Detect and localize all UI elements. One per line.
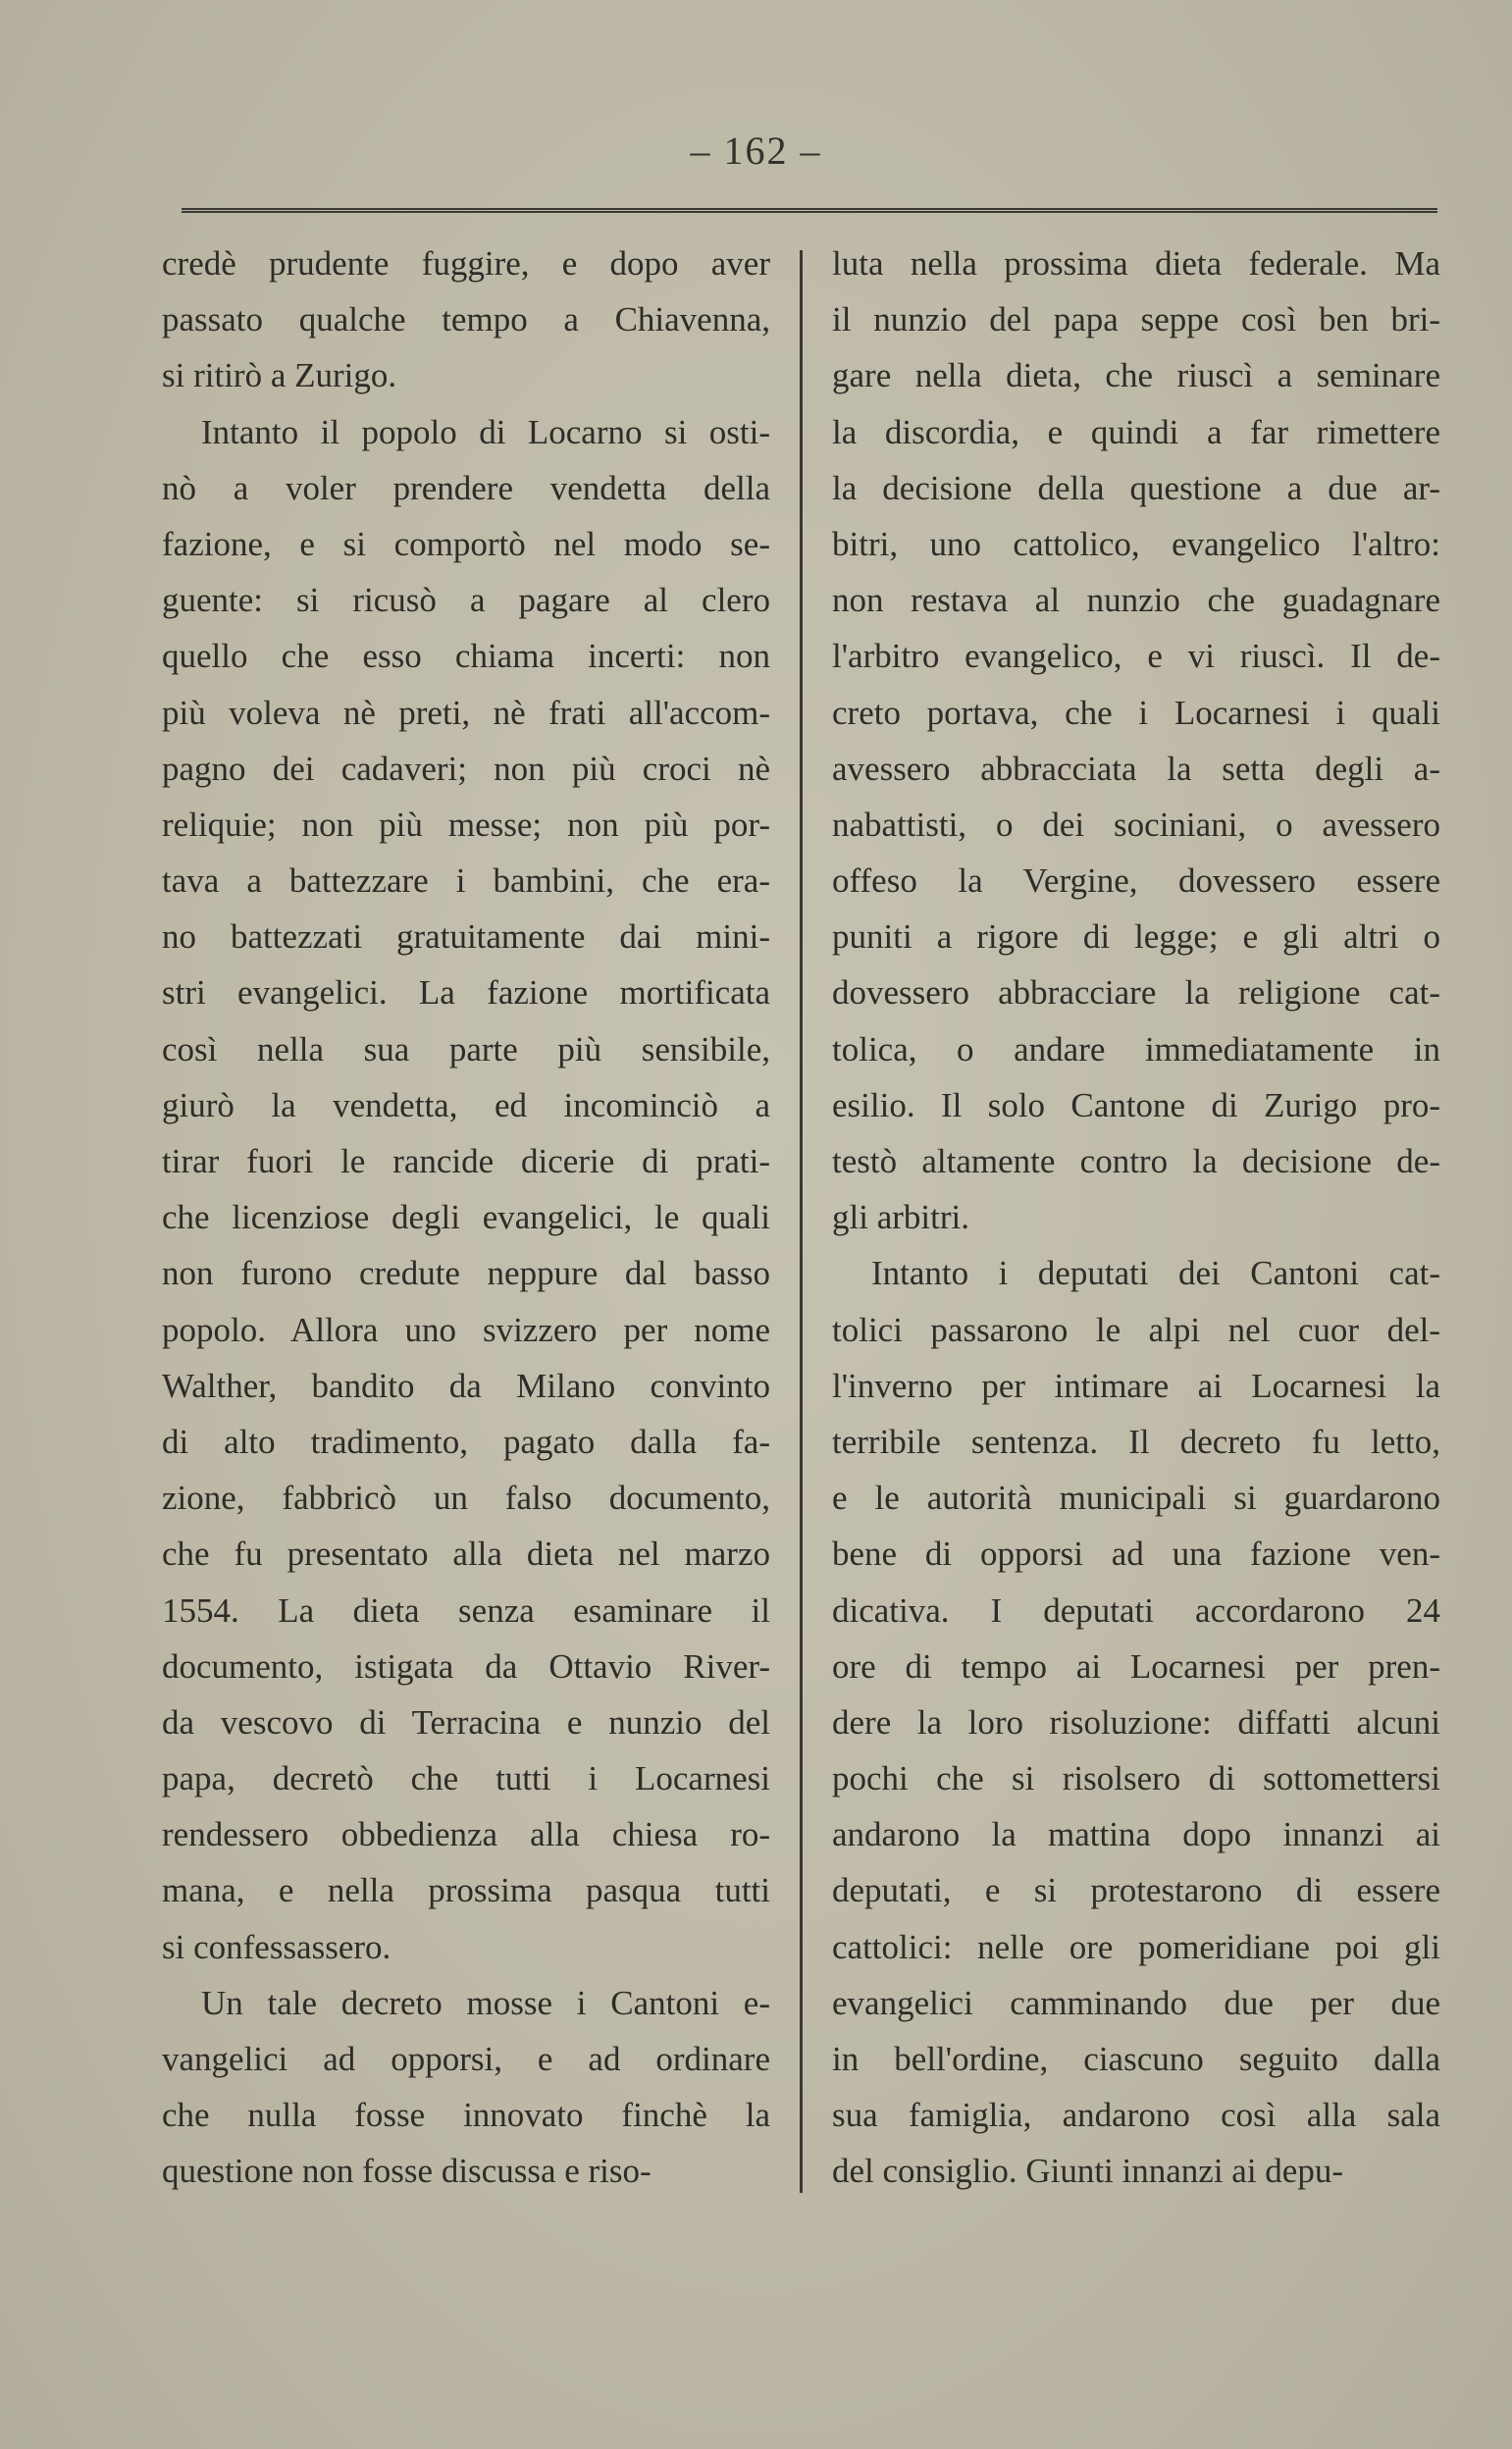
text-line: questione non fosse discussa e riso- bbox=[162, 2152, 652, 2191]
text-line: tolica, o andare immediatamente in bbox=[832, 1029, 1440, 1068]
text-line: bitri, uno cattolico, evangelico l'altro: bbox=[832, 524, 1440, 563]
text-line: passato qualche tempo a Chiavenna, bbox=[162, 300, 770, 339]
text-line: deputati, e si protestarono di essere bbox=[832, 1871, 1440, 1910]
text-line: non furono credute neppure dal basso bbox=[162, 1254, 770, 1293]
text-line: di alto tradimento, pagato dalla fa- bbox=[162, 1422, 770, 1461]
text-line: vangelici ad opporsi, e ad ordinare bbox=[162, 2040, 770, 2078]
text-line: terribile sentenza. Il decreto fu letto, bbox=[832, 1422, 1440, 1461]
text-line: così nella sua parte più sensibile, bbox=[162, 1029, 770, 1068]
text-line: no battezzati gratuitamente dai mini- bbox=[162, 917, 770, 957]
text-line: pochi che si risolsero di sottomettersi bbox=[832, 1759, 1440, 1798]
text-line: dere la loro risoluzione: diffatti alcuni bbox=[832, 1702, 1440, 1742]
text-line: credè prudente fuggire, e dopo aver bbox=[162, 244, 770, 283]
text-line: che licenziose degli evangelici, le quali bbox=[162, 1198, 770, 1237]
text-line: quello che esso chiama incerti: non bbox=[162, 637, 770, 676]
text-line: gare nella dieta, che riuscì a seminare bbox=[832, 356, 1440, 395]
text-line: l'arbitro evangelico, e vi riuscì. Il de- bbox=[832, 637, 1440, 676]
text-line: tava a battezzare i bambini, che era- bbox=[162, 861, 770, 901]
text-line: avessero abbracciata la setta degli a- bbox=[832, 749, 1440, 788]
text-line: fazione, e si comportò nel modo se- bbox=[162, 524, 770, 563]
text-line: in bell'ordine, ciascuno seguito dalla bbox=[832, 2040, 1440, 2078]
text-line: zione, fabbricò un falso documento, bbox=[162, 1479, 770, 1518]
text-line: luta nella prossima dieta federale. Ma bbox=[832, 244, 1440, 283]
text-line: del consiglio. Giunti innanzi ai depu- bbox=[832, 2152, 1344, 2191]
text-line: dovessero abbracciare la religione cat- bbox=[832, 973, 1440, 1013]
text-line: giurò la vendetta, ed incominciò a bbox=[162, 1085, 770, 1124]
text-line: cattolici: nelle ore pomeridiane poi gli bbox=[832, 1927, 1440, 1966]
text-line: la decisione della questione a due ar- bbox=[832, 468, 1440, 507]
page-number: – 162 – bbox=[690, 129, 822, 173]
text-line: popolo. Allora uno svizzero per nome bbox=[162, 1310, 770, 1349]
text-line: Walther, bandito da Milano convinto bbox=[162, 1366, 770, 1405]
text-line: tolici passarono le alpi nel cuor del- bbox=[832, 1310, 1440, 1349]
text-line: e le autorità municipali si guardarono bbox=[832, 1479, 1440, 1518]
text-line: Un tale decreto mosse i Cantoni e- bbox=[201, 1983, 770, 2022]
text-line: più voleva nè preti, nè frati all'accom- bbox=[162, 693, 770, 732]
text-line: documento, istigata da Ottavio River- bbox=[162, 1646, 770, 1686]
text-line: creto portava, che i Locarnesi i quali bbox=[832, 693, 1440, 732]
text-line: guente: si ricusò a pagare al clero bbox=[162, 581, 770, 620]
text-line: bene di opporsi ad una fazione ven- bbox=[832, 1535, 1440, 1574]
text-line: esilio. Il solo Cantone di Zurigo pro- bbox=[832, 1085, 1440, 1124]
text-line: stri evangelici. La fazione mortificata bbox=[162, 973, 770, 1013]
text-line: la discordia, e quindi a far rimettere bbox=[832, 412, 1440, 451]
text-line: nò a voler prendere vendetta della bbox=[162, 468, 770, 507]
text-line: puniti a rigore di legge; e gli altri o bbox=[832, 917, 1440, 957]
text-line: sua famiglia, andarono così alla sala bbox=[832, 2096, 1440, 2135]
text-line: papa, decretò che tutti i Locarnesi bbox=[162, 1759, 770, 1798]
text-line: si ritirò a Zurigo. bbox=[162, 356, 397, 395]
text-line: tirar fuori le rancide dicerie di prati- bbox=[162, 1142, 770, 1180]
text-line: evangelici camminando due per due bbox=[832, 1983, 1440, 2022]
right-text-column bbox=[832, 235, 1440, 2200]
text-line: Intanto il popolo di Locarno si osti- bbox=[201, 412, 770, 451]
text-line: reliquie; non più messe; non più por- bbox=[162, 805, 770, 844]
text-line: nabattisti, o dei sociniani, o avessero bbox=[832, 805, 1440, 844]
text-line: andarono la mattina dopo innanzi ai bbox=[832, 1815, 1440, 1854]
text-line: pagno dei cadaveri; non più croci nè bbox=[162, 749, 770, 788]
text-line: offeso la Vergine, dovessero essere bbox=[832, 861, 1440, 901]
header-rule bbox=[182, 208, 1437, 213]
text-line: non restava al nunzio che guadagnare bbox=[832, 581, 1440, 620]
text-line: ore di tempo ai Locarnesi per pren- bbox=[832, 1646, 1440, 1686]
text-line: che fu presentato alla dieta nel marzo bbox=[162, 1535, 770, 1574]
text-line: testò altamente contro la decisione de- bbox=[832, 1142, 1440, 1180]
text-line: il nunzio del papa seppe così ben bri- bbox=[832, 300, 1440, 339]
text-line: che nulla fosse innovato finchè la bbox=[162, 2096, 770, 2135]
text-line: l'inverno per intimare ai Locarnesi la bbox=[832, 1366, 1440, 1405]
text-line: mana, e nella prossima pasqua tutti bbox=[162, 1871, 770, 1910]
text-line: da vescovo di Terracina e nunzio del bbox=[162, 1702, 770, 1742]
text-line: Intanto i deputati dei Cantoni cat- bbox=[871, 1254, 1440, 1293]
text-line: rendessero obbedienza alla chiesa ro- bbox=[162, 1815, 770, 1854]
text-line: si confessassero. bbox=[162, 1927, 391, 1966]
left-text-column bbox=[162, 235, 770, 2200]
text-line: dicativa. I deputati accordarono 24 bbox=[832, 1590, 1440, 1630]
text-line: gli arbitri. bbox=[832, 1198, 969, 1237]
text-line: 1554. La dieta senza esaminare il bbox=[162, 1590, 770, 1630]
column-divider bbox=[800, 250, 803, 2193]
